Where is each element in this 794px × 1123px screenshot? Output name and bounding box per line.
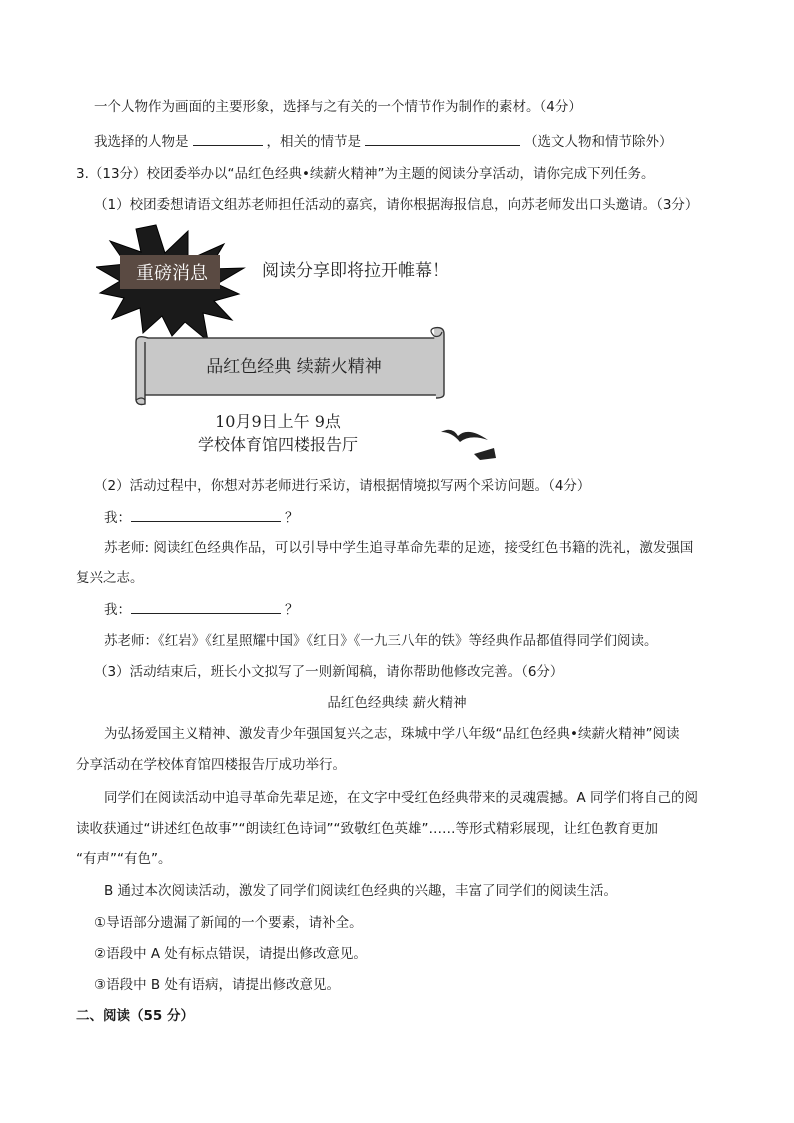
- me-label-2: 我：: [104, 602, 131, 618]
- interview-q1-line: [104, 507, 299, 528]
- me-label-1: 我：: [104, 510, 131, 526]
- news-para-2a: 同学们在阅读活动中追寻革命先辈足迹，在文字中受红色经典带来的灵魂震撼。A 同学们将自己的阅: [104, 790, 699, 806]
- news-title: 品红色经典续 薪火精神: [327, 695, 467, 711]
- interview-question-2-blank[interactable]: [131, 599, 281, 614]
- section-2-heading: 二、阅读（55 分）: [76, 1008, 194, 1024]
- question-3: 3.（13分）校团委举办以“品红色经典•续薪火精神”为主题的阅读分享活动，请你完成下列任务。: [76, 166, 655, 182]
- poster-time: 10月9日上午 9点: [215, 412, 341, 431]
- news-para-3: B 通过本次阅读活动，激发了同学们阅读红色经典的兴趣，丰富了同学们的阅读生活。: [104, 883, 618, 899]
- teacher-answer-1a: 苏老师: 阅读红色经典作品，可以引导中学生追寻革命先辈的足迹，接受红色书籍的洗礼，激发强国: [104, 540, 694, 556]
- birds-icon: [441, 430, 496, 460]
- interview-question-1-blank[interactable]: [131, 507, 281, 522]
- teacher-answer-2: 苏老师：《红岩》《红星照耀中国》《红日》《一九三八年的铁》等经典作品都值得同学们阅读。: [104, 633, 658, 649]
- question-3-3: （3）活动结束后，班长小文拟写了一则新闻稿，请你帮助他修改完善。（6分）: [94, 664, 564, 680]
- task-2: ②语段中 A 处有标点错误，请提出修改意见。: [94, 946, 367, 962]
- poster-headline: 阅读分享即将拉开帷幕！: [262, 261, 449, 281]
- badge-text: 重磅消息: [136, 263, 208, 284]
- question-3-2: （2）活动过程中，你想对苏老师进行采访，请根据情境拟写两个采访问题。（4分）: [94, 478, 591, 494]
- label-character: 我选择的人物是: [94, 134, 189, 150]
- character-blank[interactable]: [193, 131, 263, 146]
- poster-place: 学校体育馆四楼报告厅: [197, 435, 359, 454]
- exclusion-note: （选文人物和情节除外）: [524, 134, 673, 150]
- question-mark-2: ？: [285, 602, 299, 618]
- news-para-1a: 为弘扬爱国主义精神、激发青少年强国复兴之志，珠城中学八年级“品红色经典•续薪火精神”阅读: [104, 726, 680, 742]
- question-3-1: （1）校团委想请语文组苏老师担任活动的嘉宾，请你根据海报信息，向苏老师发出口头邀请。（3分）: [94, 197, 699, 213]
- scroll-text: 品红色经典 续薪火精神: [206, 357, 382, 377]
- event-poster: [96, 222, 516, 467]
- task-1: ①导语部分遗漏了新闻的一个要素，请补全。: [94, 915, 363, 931]
- answer-line-character: [94, 131, 673, 152]
- interview-q2-line: [104, 599, 299, 620]
- task-3: ③语段中 B 处有语病，请提出修改意见。: [94, 977, 340, 993]
- question-mark-1: ？: [285, 510, 299, 526]
- plot-blank[interactable]: [365, 131, 520, 146]
- task-continuation-line: 一个人物作为画面的主要形象，选择与之有关的一个情节作为制作的素材。（4分）: [94, 99, 582, 115]
- news-para-1b: 分享活动在学校体育馆四楼报告厅成功举行。: [76, 757, 346, 773]
- news-para-2c: “有声”“有色”。: [76, 851, 172, 867]
- label-plot: ，相关的情节是: [266, 134, 361, 150]
- scroll-banner: [136, 328, 444, 405]
- teacher-answer-1b: 复兴之志。: [76, 570, 144, 586]
- news-para-2b: 读收获通过“讲述红色故事”“朗读红色诗词”“致敬红色英雄”……等形式精彩展现，让红色教育更加: [76, 821, 658, 837]
